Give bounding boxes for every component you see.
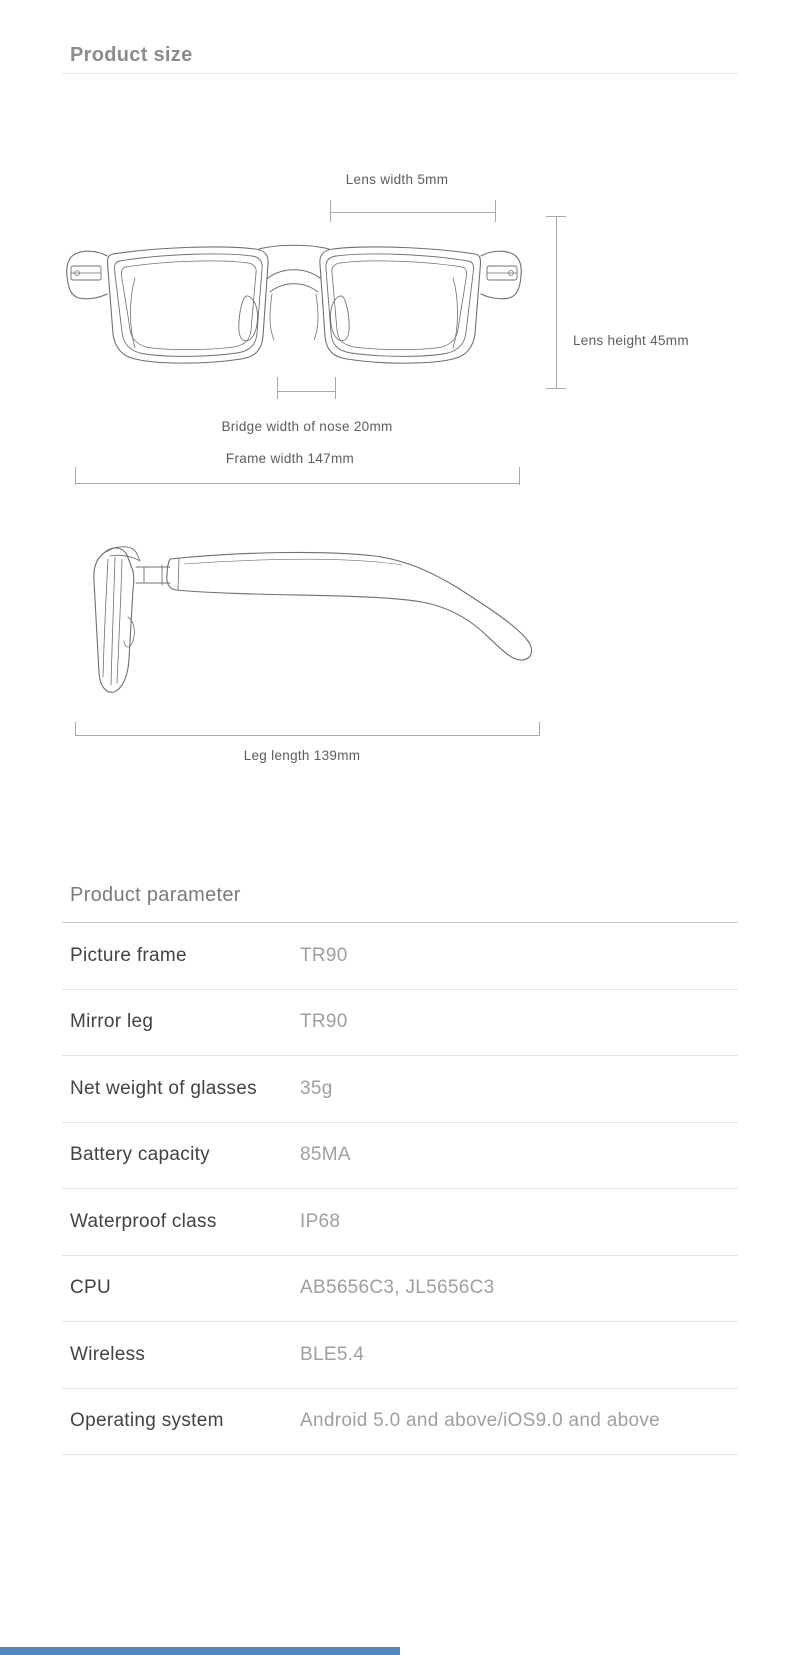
parameter-label: Net weight of glasses [70, 1077, 257, 1099]
bottom-accent-bar [0, 1647, 400, 1655]
parameter-label: CPU [70, 1277, 112, 1299]
dimension-tick [335, 377, 336, 399]
parameter-value: TR90 [300, 1011, 348, 1033]
table-row [62, 923, 738, 990]
product-parameter-heading: Product parameter [70, 884, 241, 906]
dimension-tick [546, 388, 566, 389]
glasses-front-view-drawing [63, 236, 525, 398]
dimension-tick [495, 200, 496, 222]
dimension-line [75, 735, 540, 736]
table-row [62, 1189, 738, 1256]
parameter-value: IP68 [300, 1210, 341, 1232]
dimension-tick [539, 722, 540, 736]
lens-height-label: Lens height 45mm [573, 333, 689, 348]
table-row [62, 1256, 738, 1323]
table-row [62, 990, 738, 1057]
leg-length-label: Leg length 139mm [243, 748, 361, 763]
dimension-tick [330, 200, 331, 222]
dimension-line [277, 391, 336, 392]
parameter-value: 85MA [300, 1144, 351, 1166]
dimension-line [75, 483, 520, 484]
dimension-tick [75, 722, 76, 736]
parameter-label: Mirror leg [70, 1011, 154, 1033]
table-row [62, 1322, 738, 1389]
bridge-width-label: Bridge width of nose 20mm [221, 419, 393, 434]
parameter-value: BLE5.4 [300, 1343, 365, 1365]
parameter-value: TR90 [300, 944, 348, 966]
dimension-line [556, 216, 557, 388]
lens-width-label: Lens width 5mm [345, 172, 449, 187]
dimension-line [330, 212, 496, 213]
parameter-value: Android 5.0 and above/iOS9.0 and above [300, 1410, 660, 1432]
parameter-table [62, 922, 738, 1455]
parameter-value: 35g [300, 1077, 333, 1099]
dimension-tick [277, 377, 278, 399]
parameter-label: Waterproof class [70, 1210, 217, 1232]
parameter-label: Operating system [70, 1410, 224, 1432]
divider [62, 73, 738, 74]
parameter-label: Battery capacity [70, 1144, 210, 1166]
table-row [62, 1123, 738, 1190]
frame-width-label: Frame width 147mm [225, 451, 355, 466]
parameter-value: AB5656C3, JL5656C3 [300, 1277, 495, 1299]
table-row [62, 1389, 738, 1456]
product-size-heading: Product size [70, 44, 193, 66]
parameter-label: Wireless [70, 1343, 146, 1365]
glasses-side-view-drawing [70, 537, 548, 705]
table-row [62, 1056, 738, 1123]
parameter-label: Picture frame [70, 944, 187, 966]
